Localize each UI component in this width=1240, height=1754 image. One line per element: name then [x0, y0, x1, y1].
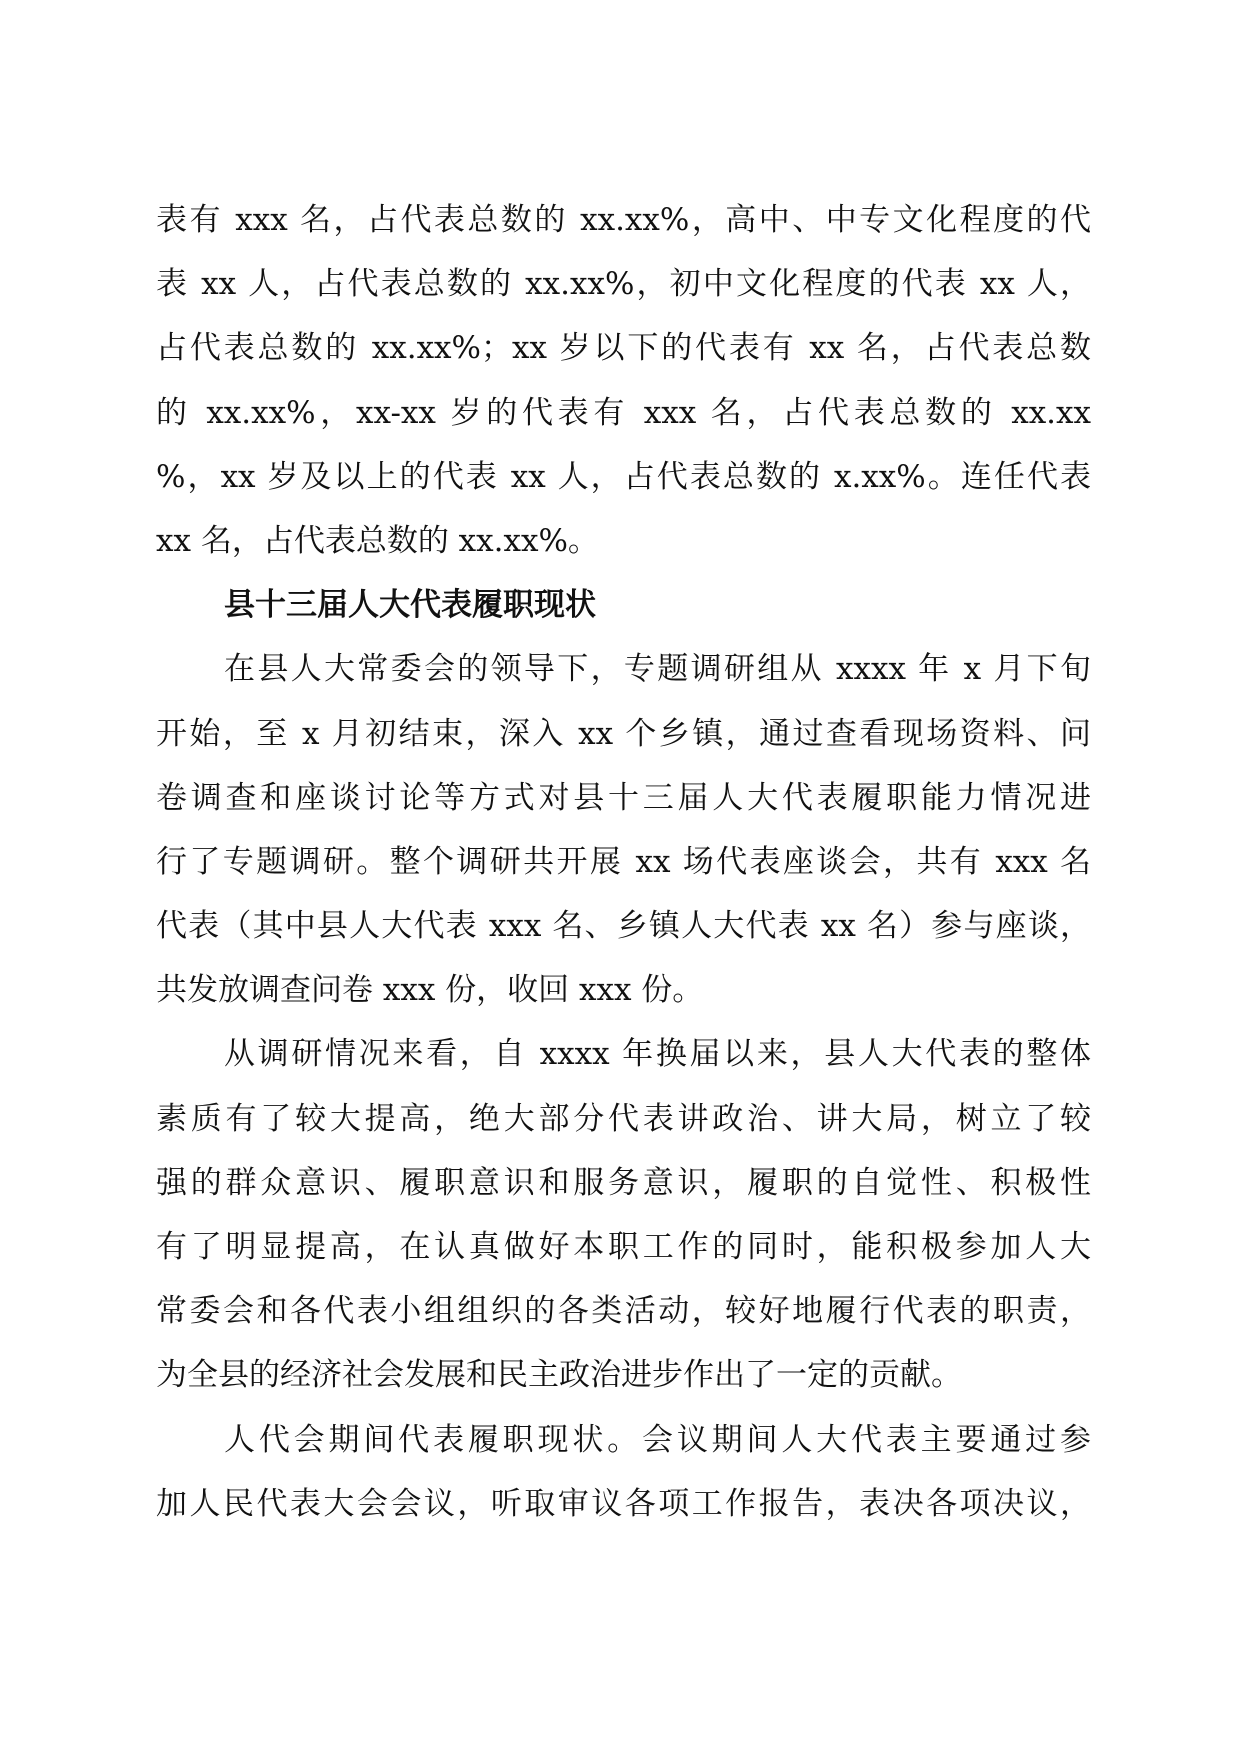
paragraph-line: 在县人大常委会的领导下，专题调研组从 xxxx 年 x 月下旬 — [224, 651, 1091, 688]
paragraph-line: 行了专题调研。整个调研共开展 xx 场代表座谈会，共有 xxx 名 — [156, 843, 1091, 880]
paragraph-line: 人代会期间代表履职现状。会议期间人大代表主要通过参 — [224, 1421, 1091, 1458]
overview-paragraph — [156, 1022, 1091, 1407]
paragraph-line: 开始，至 x 月初结束，深入 xx 个乡镇，通过查看现场资料、问 — [156, 715, 1091, 752]
paragraph-line: xx 名，占代表总数的 xx.xx%。 — [156, 522, 599, 559]
document-body — [156, 188, 1091, 1536]
meeting-paragraph — [156, 1408, 1091, 1536]
paragraph-line: 常委会和各代表小组组织的各类活动，较好地履行代表的职责， — [156, 1293, 1091, 1330]
opening-paragraph — [156, 188, 1091, 573]
paragraph-line: 代表（其中县人大代表 xxx 名、乡镇人大代表 xx 名）参与座谈， — [156, 908, 1091, 945]
paragraph-line: 强的群众意识、履职意识和服务意识，履职的自觉性、积极性 — [156, 1164, 1091, 1201]
section-heading: 县十三届人大代表履职现状 — [224, 587, 596, 624]
research-paragraph — [156, 637, 1091, 1022]
paragraph-line: 的 xx.xx%，xx-xx 岁的代表有 xxx 名，占代表总数的 xx.xx — [156, 394, 1091, 431]
paragraph-line: 加人民代表大会会议，听取审议各项工作报告，表决各项决议， — [156, 1485, 1091, 1522]
paragraph-line: 占代表总数的 xx.xx%；xx 岁以下的代表有 xx 名，占代表总数 — [156, 330, 1091, 367]
paragraph-line: 有了明显提高，在认真做好本职工作的同时，能积极参加人大 — [156, 1229, 1091, 1265]
paragraph-line: 共发放调查问卷 xxx 份，收回 xxx 份。 — [156, 972, 704, 1009]
paragraph-line: 素质有了较大提高，绝大部分代表讲政治、讲大局，树立了较 — [156, 1100, 1091, 1137]
paragraph-line: 卷调查和座谈讨论等方式对县十三届人大代表履职能力情况进 — [156, 779, 1091, 816]
paragraph-line: 表 xx 人，占代表总数的 xx.xx%，初中文化程度的代表 xx 人， — [156, 266, 1091, 303]
paragraph-line: 为全县的经济社会发展和民主政治进步作出了一定的贡献。 — [156, 1357, 962, 1394]
paragraph-line: 表有 xxx 名，占代表总数的 xx.xx%，高中、中专文化程度的代 — [156, 202, 1091, 238]
paragraph-line: %，xx 岁及以上的代表 xx 人，占代表总数的 x.xx%。连任代表 — [156, 458, 1091, 495]
paragraph-line: 从调研情况来看，自 xxxx 年换届以来，县人大代表的整体 — [224, 1036, 1091, 1073]
